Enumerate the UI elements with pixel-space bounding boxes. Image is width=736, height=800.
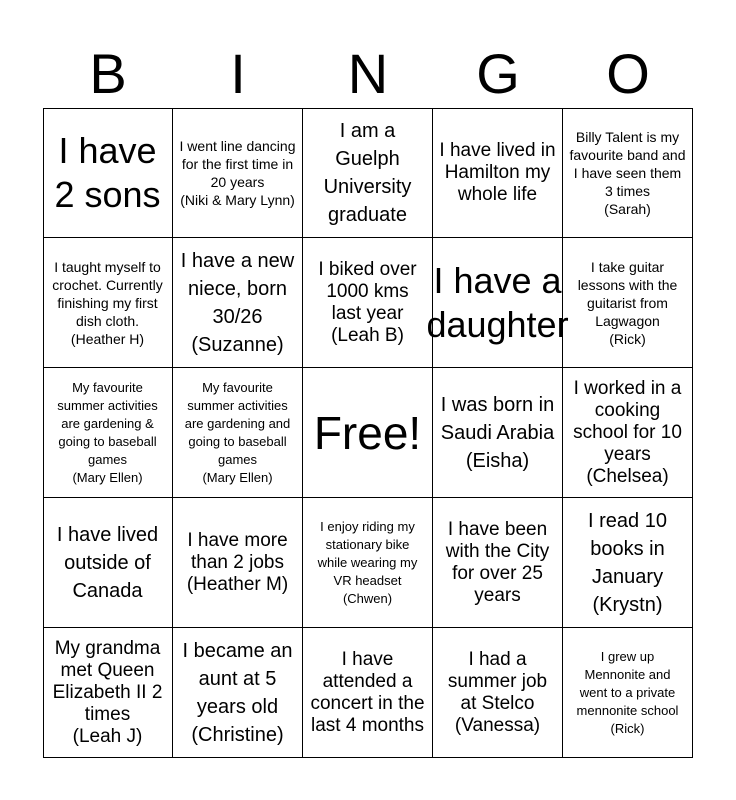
header-letter-b: B <box>89 42 127 105</box>
bingo-cell-text: I have a daughter <box>426 259 569 345</box>
bingo-cell[interactable] <box>563 498 693 628</box>
bingo-cell-text: I enjoy riding my stationary bike while wearing my VR headset (Chwen) <box>317 518 418 606</box>
header-letter-o: O <box>606 42 650 105</box>
header-letter-n: N <box>347 42 389 105</box>
bingo-cell[interactable] <box>563 108 693 238</box>
bingo-card-grid <box>43 108 693 758</box>
bingo-cell[interactable] <box>43 238 173 368</box>
bingo-cell[interactable] <box>43 108 173 238</box>
bingo-cell-text: My favourite summer activities are gardening & going to baseball games (Mary Ellen) <box>57 379 158 485</box>
bingo-cell[interactable] <box>426 238 569 368</box>
bingo-cell-text: I have attended a concert in the last 4 months <box>310 648 425 736</box>
bingo-cell[interactable] <box>173 368 303 498</box>
bingo-cell-text: I had a summer job at Stelco (Vanessa) <box>447 648 548 736</box>
bingo-cell[interactable] <box>563 368 693 498</box>
bingo-cell[interactable] <box>173 628 303 758</box>
bingo-cell-text: I have a new niece, born 30/26 (Suzanne) <box>180 249 295 356</box>
bingo-cell[interactable] <box>563 238 693 368</box>
bingo-cell[interactable] <box>43 498 173 628</box>
header-letter-g: G <box>476 42 520 105</box>
bingo-cell[interactable] <box>433 108 563 238</box>
bingo-cell-text: I grew up Mennonite and went to a private mennonite school (Rick) <box>576 648 679 736</box>
bingo-cell[interactable] <box>43 368 173 498</box>
bingo-cell[interactable] <box>433 628 563 758</box>
bingo-cell[interactable] <box>173 108 303 238</box>
bingo-cell-text: I am a Guelph University graduate <box>323 119 412 226</box>
bingo-cell-text: I have 2 sons <box>54 129 161 215</box>
bingo-cell-text: I have been with the City for over 25 years <box>445 518 550 606</box>
bingo-cell-text: I have more than 2 jobs (Heather M) <box>186 529 289 595</box>
bingo-cell[interactable] <box>433 368 563 498</box>
bingo-cell-text: I was born in Saudi Arabia (Eisha) <box>440 393 555 472</box>
bingo-cell[interactable] <box>303 628 433 758</box>
bingo-cell-text: My favourite summer activities are gardening and going to baseball games (Mary Ellen) <box>184 379 291 485</box>
bingo-cell-text: I take guitar lessons with the guitarist from Lagwagon (Rick) <box>577 258 678 347</box>
bingo-cell-text: Free! <box>313 406 422 459</box>
bingo-cell[interactable] <box>303 238 433 368</box>
bingo-cell[interactable] <box>173 498 303 628</box>
bingo-header <box>43 42 693 106</box>
bingo-cell-text: I taught myself to crochet. Currently finishing my first dish cloth. (Heather H) <box>52 258 163 347</box>
bingo-cell-text: My grandma met Queen Elizabeth II 2 times (Leah J) <box>52 637 163 747</box>
bingo-cell-text: I have lived in Hamilton my whole life <box>439 139 556 205</box>
bingo-cell-text: I worked in a cooking school for 10 years (Chelsea) <box>573 377 682 487</box>
bingo-cell[interactable] <box>303 498 433 628</box>
free-space-cell[interactable] <box>303 368 433 498</box>
bingo-cell[interactable] <box>173 238 303 368</box>
bingo-cell[interactable] <box>303 108 433 238</box>
bingo-cell-text: I went line dancing for the first time in 20 years (Niki & Mary Lynn) <box>179 137 296 208</box>
bingo-cell-text: I became an aunt at 5 years old (Christine) <box>182 639 293 746</box>
bingo-cell-text: I have lived outside of Canada <box>56 523 159 602</box>
bingo-cell[interactable] <box>563 628 693 758</box>
header-letter-i: I <box>230 42 246 105</box>
bingo-cell-text: I read 10 books in January (Krystn) <box>588 509 667 616</box>
bingo-cell-text: Billy Talent is my favourite band and I have seen them 3 times (Sarah) <box>569 128 686 217</box>
bingo-cell[interactable] <box>43 628 173 758</box>
bingo-cell-text: I biked over 1000 kms last year (Leah B) <box>318 258 417 346</box>
bingo-cell[interactable] <box>433 498 563 628</box>
